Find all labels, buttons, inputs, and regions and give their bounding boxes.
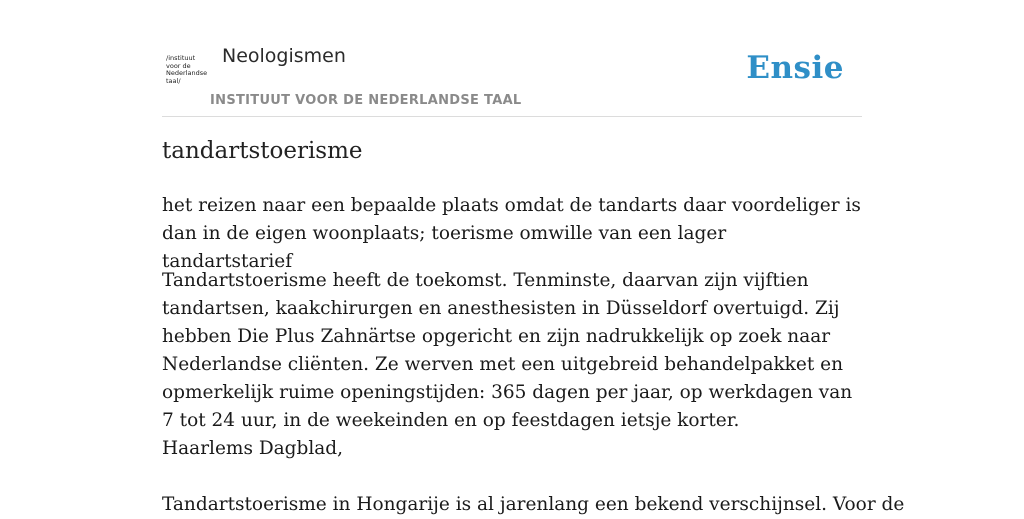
ensie-brand-logo[interactable]: Ensie — [746, 50, 844, 86]
ivdnt-logo[interactable] — [166, 55, 208, 89]
quote-source: Haarlems Dagblad, — [162, 438, 344, 459]
logo-line: /instituut — [166, 54, 196, 62]
site-title[interactable]: Neologismen — [222, 45, 346, 67]
entry-definition: het reizen naar een bepaalde plaats omdat de tandarts daar voordeliger is dan in de eigen woonplaats; toerisme omwille van een lager tandartstarief — [162, 195, 861, 272]
site-header — [162, 0, 862, 117]
logo-line: voor de — [166, 61, 191, 70]
logo-line: Nederlandse — [166, 69, 208, 77]
page-container — [162, 0, 905, 515]
entry-quote: Tandartstoerisme heeft de toekomst. Tenminste, daarvan zijn vijftien tandartsen, kaakchirurgen en anesthesisten in Düsseldorf overtuigd. Zij hebben Die Plus Zahnärtse opgericht en zijn nadrukkelijk op zoek naar Nederlandse cliënten. Ze werven met een uitgebreid behandelpakket en opmerkelijk ruime openingstijden: 365 dagen per jaar, op werkdagen van 7 tot 24 uur, in de weekeinden en op feestdagen ietsje korter. — [162, 270, 853, 431]
entry-term: tandartstoerisme — [162, 138, 363, 164]
logo-line: taal/ — [166, 76, 181, 85]
entry-quote-second: Tandartstoerisme in Hongarije is al jarenlang een bekend verschijnsel. Voor de — [162, 494, 905, 515]
site-subtitle: INSTITUUT VOOR DE NEDERLANDSE TAAL — [210, 93, 522, 108]
